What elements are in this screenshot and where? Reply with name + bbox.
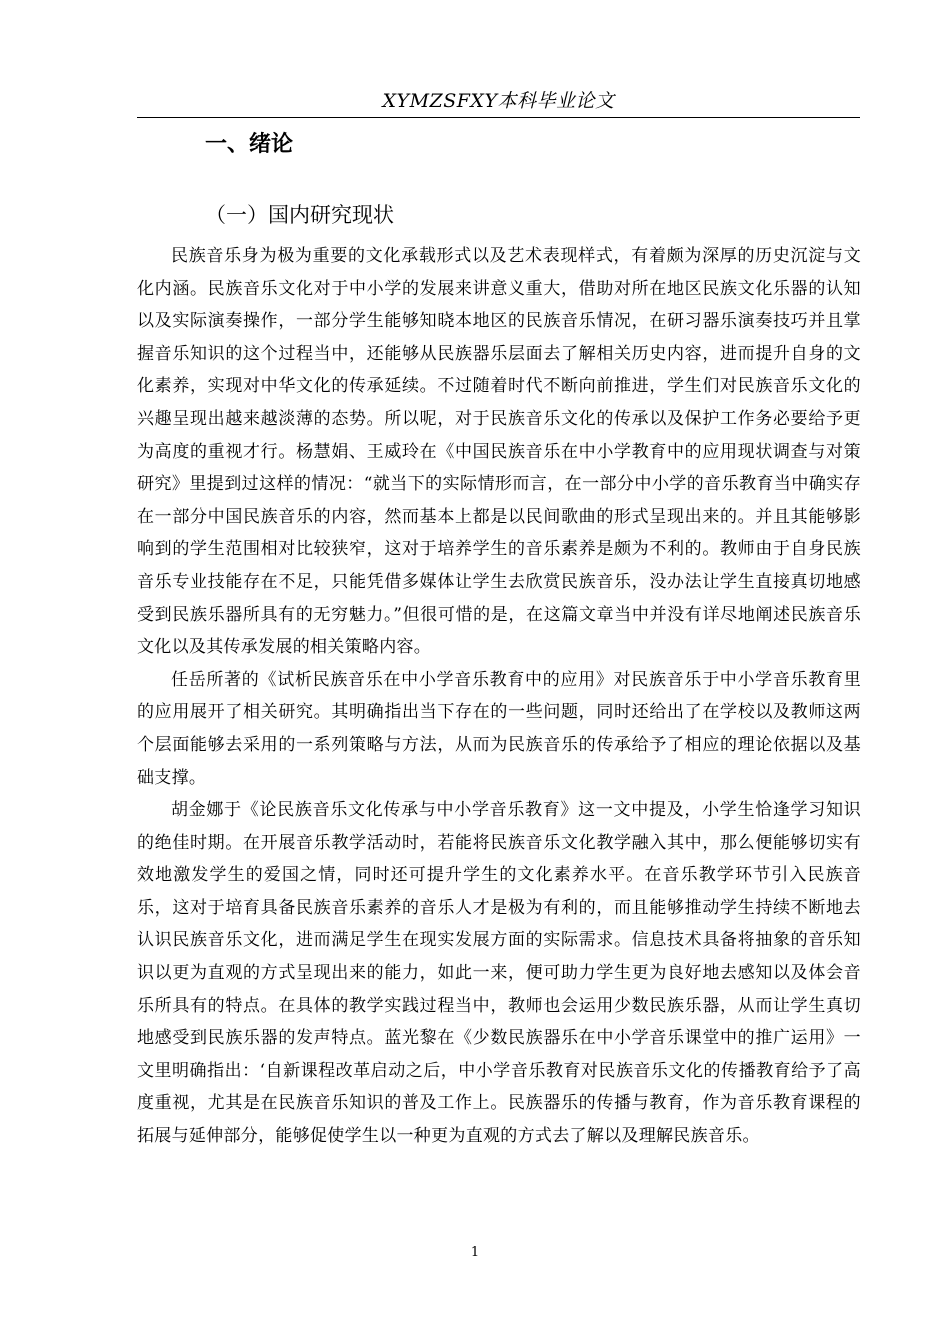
header-rule: [137, 117, 860, 118]
page-number: 1: [470, 1245, 480, 1260]
paragraph: 胡金娜于《论民族音乐文化传承与中小学音乐教育》这一文中提及，小学生恰逢学习知识的绝佳时期。在开展音乐教学活动时，若能将民族音乐文化教学融入其中，那么便能够切实有效地激发学生的爱国之情，同时还可提升学生的文化素养水平。在音乐教学环节引入民族音乐，这对于培育具备民族音乐素养的音乐人才是极为有利的，而且能够推动学生持续不断地去认识民族音乐文化，进而满足学生在现实发展方面的实际需求。信息技术具备将抽象的音乐知识以更为直观的方式呈现出来的能力，如此一来，便可助力学生更为良好地去感知以及体会音乐所具有的特点。在具体的教学实践过程当中，教师也会运用少数民族乐器，从而让学生真切地感受到民族乐器的发声特点。蓝光黎在《少数民族器乐在中小学音乐课堂中的推广运用》一文里明确指出：‘自新课程改革启动之后，中小学音乐教育对民族音乐文化的传播教育给予了高度重视，尤其是在民族音乐知识的普及工作上。民族器乐的传播与教育，作为音乐教育课程的拓展与延伸部分，能够促使学生以一种更为直观的方式去了解以及理解民族音乐。: [137, 800, 861, 1147]
chapter-title: 一、绪论: [205, 132, 294, 157]
running-header: XYMZSFXY本科毕业论文: [382, 90, 615, 112]
section-title: （一）国内研究现状: [205, 203, 394, 227]
paragraph: 民族音乐身为极为重要的文化承载形式以及艺术表现样式，有着颇为深厚的历史沉淀与文化内涵。民族音乐文化对于中小学的发展来讲意义重大，借助对所在地区民族文化乐器的认知以及实际演奏操作，一部分学生能够知晓本地区的民族音乐情况，在研习器乐演奏技巧并且掌握音乐知识的这个过程当中，还能够从民族器乐层面去了解相关历史内容，进而提升自身的文化素养，实现对中华文化的传承延续。不过随着时代不断向前推进，学生们对民族音乐文化的兴趣呈现出越来越淡薄的态势。所以呢，对于民族音乐文化的传承以及保护工作务必要给予更为高度的重视才行。杨慧娟、王威玲在《中国民族音乐在中小学教育中的应用现状调查与对策研究》里提到过这样的情况：“就当下的实际情形而言，在一部分中小学的音乐教育当中确实存在一部分中国民族音乐的内容，然而基本上都是以民间歌曲的形式呈现出来的。并且其能够影响到的学生范围相对比较狭窄，这对于培养学生的音乐素养是颇为不利的。教师由于自身民族音乐专业技能存在不足，只能凭借多媒体让学生去欣赏民族音乐，没办法让学生直接真切地感受到民族乐器所具有的无穷魅力。”但很可惜的是，在这篇文章当中并没有详尽地阐述民族音乐文化以及其传承发展的相关策略内容。: [137, 246, 861, 658]
body-text: [137, 240, 861, 1153]
paragraph: 任岳所著的《试析民族音乐在中小学音乐教育中的应用》对民族音乐于中小学音乐教育里的应用展开了相关研究。其明确指出当下存在的一些问题，同时还给出了在学校以及教师这两个层面能够去采用的一系列策略与方法，从而为民族音乐的传承给予了相应的理论依据以及基础支撑。: [137, 669, 861, 788]
